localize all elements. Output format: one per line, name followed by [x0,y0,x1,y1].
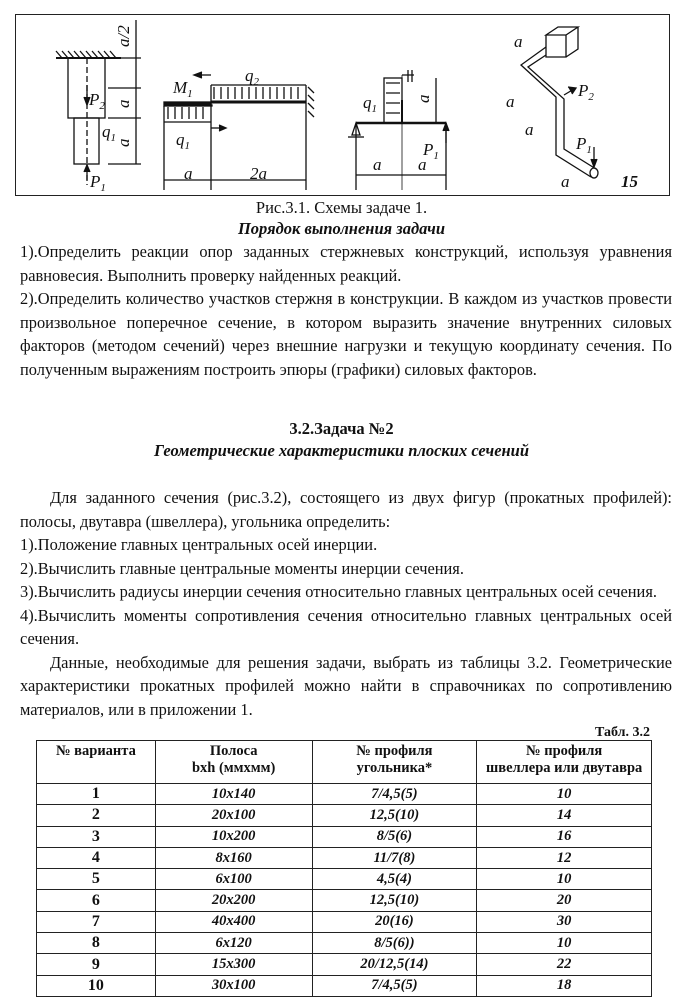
section-subtitle: Геометрические характеристики плоских сечений [153,441,530,460]
cell-strip: 40x400 [155,911,312,932]
cell-angle: 20/12,5(14) [312,954,477,975]
dim-a: a [114,99,133,108]
cell-strip: 6x120 [155,933,312,954]
task2-item: 1).Положение главных центральных осей инерции. [20,535,378,554]
dim-a: a [373,155,382,174]
cell-variant: 8 [37,933,156,954]
schemes-drawing [16,15,668,194]
label-q1: $q_1$ [363,93,377,115]
task1-item: 2).Определить количество участков стержня в конструкции. В каждом из участков провести произвольное поперечное сечение, в котором выразить значение внутренних силовых факторов (методом сечений) через внешние нагрузки и текущую координату сечения. По полученным выражениям построить эпюры (графики) силовых факторов. [20,289,672,379]
cell-channel: 18 [477,975,652,996]
cell-channel: 12 [477,847,652,868]
procedure-heading: Порядок выполнения задачи [237,219,446,238]
header-angle: № профиля угольника* [312,741,477,784]
cell-strip: 10x200 [155,826,312,847]
cell-variant: 6 [37,890,156,911]
cell-angle: 7/4,5(5) [312,975,477,996]
label-p2: $P_2$ [578,81,594,103]
task1-item: 1).Определить реакции опор заданных стержневых конструкций, используя уравнения равновесия. Выполнить проверку найденных реакций. [20,242,672,285]
figure-caption: Рис.3.1. Схемы задаче 1. [255,198,428,217]
cell-variant: 9 [37,954,156,975]
header-strip: Полоса bxh (ммхмм) [155,741,312,784]
label-q1: $q_1$ [102,122,116,144]
label-q2: $q_2$ [245,66,259,88]
cell-angle: 20(16) [312,911,477,932]
dim-a: a [114,138,133,147]
dim-a: a [561,172,570,191]
cell-variant: 2 [37,805,156,826]
cell-strip: 20x200 [155,890,312,911]
cell-angle: 12,5(10) [312,805,477,826]
cell-angle: 8/5(6)) [312,933,477,954]
label-m1: $M_1$ [173,78,193,100]
table-row [37,784,652,805]
cell-strip: 10x140 [155,784,312,805]
table-row [37,911,652,932]
cell-channel: 14 [477,805,652,826]
cell-channel: 10 [477,869,652,890]
cell-variant: 10 [37,975,156,996]
cell-variant: 5 [37,869,156,890]
table-row [37,847,652,868]
label-p1: $P_1$ [576,134,592,156]
cell-channel: 16 [477,826,652,847]
dim-a: a [418,155,427,174]
cell-variant: 4 [37,847,156,868]
figure-schemes [15,14,670,196]
cell-angle: 11/7(8) [312,847,477,868]
label-p1: $P_1$ [90,172,106,194]
cell-variant: 7 [37,911,156,932]
dim-a: a [414,94,433,103]
table-row [37,869,652,890]
label-p2: $P_2$ [89,90,105,112]
cell-variant: 1 [37,784,156,805]
table-row [37,805,652,826]
cell-variant: 3 [37,826,156,847]
task2-item: 2).Вычислить главные центральные моменты инерции сечения. [20,558,464,578]
table-row [37,826,652,847]
cell-angle: 8/5(6) [312,826,477,847]
cell-channel: 10 [477,784,652,805]
variants-table [36,740,652,997]
label-p1: $P_1$ [423,140,439,162]
cell-strip: 6x100 [155,869,312,890]
table-row [37,933,652,954]
cell-strip: 20x100 [155,805,312,826]
cell-strip: 8x160 [155,847,312,868]
label-q1: $q_1$ [176,130,190,152]
table-row [37,975,652,996]
task2-item: 3).Вычислить радиусы инерции сечения относительно главных центральных осей сечения. [20,582,657,601]
cell-angle: 7/4,5(5) [312,784,477,805]
scheme-number: 15 [621,172,638,191]
cell-strip: 30x100 [155,975,312,996]
cell-angle: 12,5(10) [312,890,477,911]
table-header-row [37,741,652,784]
dim-a: a [525,120,534,139]
dim-a-half: a/2 [114,25,133,47]
header-channel: № профиля швеллера или двутавра [477,741,652,784]
cell-channel: 30 [477,911,652,932]
task2-instructions [20,486,672,721]
task2-item: 4).Вычислить моменты сопротивления сечения относительно главных центральных осей сечения. [20,605,672,648]
task2-data-note: Данные, необходимые для решения задачи, выбрать из таблицы 3.2. Геометрические характеристики прокатных профилей можно найти в справочниках по сопротивлению материалов, или в приложении 1. [20,652,672,719]
task1-instructions [20,240,672,381]
cell-strip: 15x300 [155,954,312,975]
task2-intro: Для заданного сечения (рис.3.2), состоящего из двух фигур (прокатных профилей): полосы, двутавра (швеллера), угольника определить: [20,488,672,531]
cell-channel: 10 [477,933,652,954]
section-title: 3.2.Задача №2 [289,419,394,438]
cell-channel: 20 [477,890,652,911]
cell-angle: 4,5(4) [312,869,477,890]
table-row [37,954,652,975]
header-variant: № варианта [37,741,156,784]
cell-channel: 22 [477,954,652,975]
dim-a: a [514,32,523,51]
table-row [37,890,652,911]
table-label: Табл. 3.2 [595,725,650,740]
dim-a: a [506,92,515,111]
dim-a: a [184,164,193,183]
dim-2a: 2a [250,164,267,183]
